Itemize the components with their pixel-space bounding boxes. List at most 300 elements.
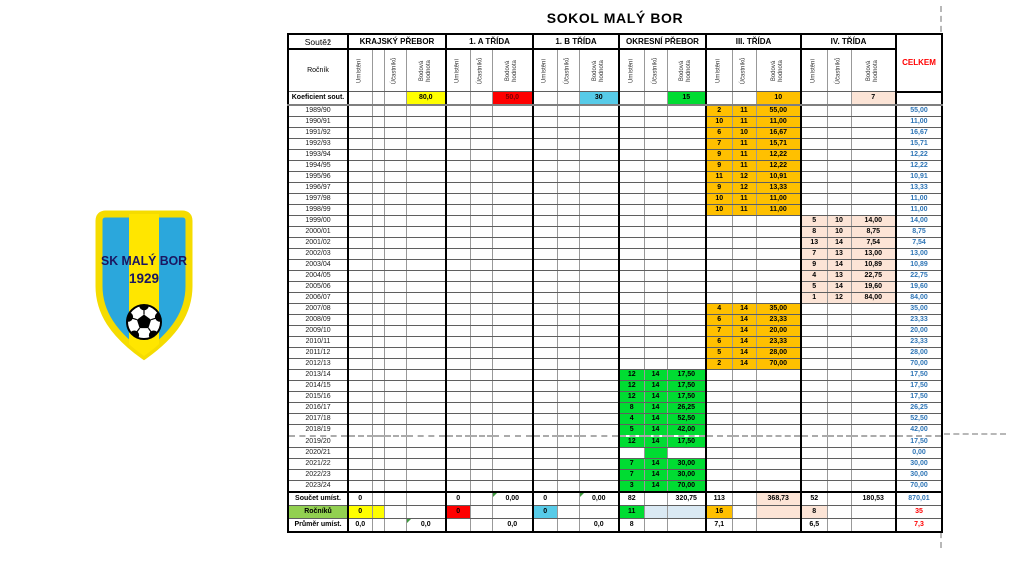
cell-iii_um [706, 402, 732, 413]
celkem-value: 17,50 [896, 380, 942, 391]
cell-kp_bod: 0,0 [406, 518, 446, 532]
cell-iv_um [801, 171, 827, 182]
cell-iv_uc [827, 424, 851, 436]
cell-kp_um [348, 436, 372, 448]
cell-op_um: 12 [619, 436, 644, 448]
cell-kp_uc [384, 160, 406, 171]
cell-b_um [533, 127, 557, 138]
cell-iii_uc [732, 369, 756, 380]
year-label: 2009/10 [288, 325, 348, 336]
celkem-value: 55,00 [896, 105, 942, 117]
cell-kp_x [372, 138, 384, 149]
cell-kp_um [348, 248, 372, 259]
cell-iii_bod: 368,73 [756, 492, 801, 506]
celkem-value: 13,33 [896, 182, 942, 193]
cell-kp_uc [384, 215, 406, 226]
cell-a_um [446, 447, 470, 458]
cell-kp_uc [384, 237, 406, 248]
cell-iv_um [801, 325, 827, 336]
cell-b_uc [557, 303, 579, 314]
cell-b_bod: 0,0 [579, 518, 619, 532]
celkem-value: 17,50 [896, 369, 942, 380]
cell-op_uc: 14 [644, 458, 667, 469]
cell-a_um [446, 292, 470, 303]
cell-iii_um: 9 [706, 160, 732, 171]
cell-a_uc [470, 259, 492, 270]
subheader-b_um: Umístění [533, 49, 557, 92]
cell-a_uc [470, 480, 492, 492]
cell-b_bod [579, 314, 619, 325]
cell-kp_uc [384, 270, 406, 281]
cell-op_uc [644, 270, 667, 281]
cell-iii_uc [732, 292, 756, 303]
cell-iv_um [801, 149, 827, 160]
cell-a_uc [470, 413, 492, 424]
cell-a_uc [470, 347, 492, 358]
cell-op_uc: 14 [644, 413, 667, 424]
cell-a_bod [492, 292, 533, 303]
cell-iv_bod: 13,00 [851, 248, 896, 259]
cell-iii_um [706, 369, 732, 380]
cell-a_um [446, 325, 470, 336]
cell-kp_uc [384, 149, 406, 160]
cell-kp_x [372, 518, 384, 532]
cell-b_uc [557, 138, 579, 149]
cell-a_um [446, 182, 470, 193]
cell-iii_um [706, 270, 732, 281]
cell-b_bod [579, 303, 619, 314]
cell-kp_um [348, 292, 372, 303]
cell-b_um [533, 160, 557, 171]
celkem-value: 23,33 [896, 314, 942, 325]
cell-b_bod [579, 505, 619, 518]
cell-b_uc [557, 281, 579, 292]
row-2017-18 [288, 413, 942, 424]
cell-kp_x [372, 292, 384, 303]
row-1990-91 [288, 116, 942, 127]
cell-kp_x [372, 505, 384, 518]
cell-a_bod [492, 458, 533, 469]
cell-a_um [446, 149, 470, 160]
cell-iii_bod [756, 518, 801, 532]
cell-iv_um [801, 413, 827, 424]
row-2001-02 [288, 237, 942, 248]
koef-iii: 10 [756, 92, 801, 105]
celkem-value: 12,22 [896, 149, 942, 160]
year-label: 2021/22 [288, 458, 348, 469]
row-2012-13 [288, 358, 942, 369]
cell-a_bod [492, 380, 533, 391]
cell-a_uc [470, 436, 492, 448]
cell-a_uc [470, 237, 492, 248]
row-2010-11 [288, 336, 942, 347]
year-label: 1998/99 [288, 204, 348, 215]
cell-b_uc [557, 347, 579, 358]
year-label: 2002/03 [288, 248, 348, 259]
koef-a: 50,0 [492, 92, 533, 105]
cell-kp_uc [384, 105, 406, 117]
cell-op_uc [644, 259, 667, 270]
cell-op_uc: 14 [644, 402, 667, 413]
cell-b_uc [557, 160, 579, 171]
cell-op_uc: 14 [644, 391, 667, 402]
cell-iii_bod [756, 215, 801, 226]
cell-b_uc [557, 369, 579, 380]
year-label: 1990/91 [288, 116, 348, 127]
cell-iii_bod: 23,33 [756, 314, 801, 325]
cell-kp_um [348, 127, 372, 138]
cell-a_bod [492, 303, 533, 314]
cell-op_um [619, 270, 644, 281]
cell-op_um: 8 [619, 402, 644, 413]
cell-op_uc [644, 447, 667, 458]
cell-a_um [446, 303, 470, 314]
cell-kp_uc [384, 424, 406, 436]
year-label: 2003/04 [288, 259, 348, 270]
cell-op_bod [667, 182, 706, 193]
celkem-value: 28,00 [896, 347, 942, 358]
cell-kp_um [348, 424, 372, 436]
cell-a_um [446, 215, 470, 226]
cell-a_uc [470, 248, 492, 259]
cell-iii_um [706, 447, 732, 458]
row-1995-96 [288, 171, 942, 182]
cell-kp_uc [384, 436, 406, 448]
cell-b_bod [579, 369, 619, 380]
cell-op_uc [644, 226, 667, 237]
cell-b_um [533, 281, 557, 292]
cell-iii_um: 6 [706, 127, 732, 138]
cell-op_um [619, 314, 644, 325]
cell-kp_bod [406, 105, 446, 117]
cell-iv_uc: 10 [827, 226, 851, 237]
cell-op_um: 7 [619, 469, 644, 480]
row-1994-95 [288, 160, 942, 171]
cell-op_bod: 17,50 [667, 391, 706, 402]
group-header-b: 1. B TŘÍDA [533, 34, 619, 49]
avg-row-label: Průměr umíst. [288, 518, 348, 532]
row-1991-92 [288, 127, 942, 138]
cell-iii_uc [732, 215, 756, 226]
cell-iv_um: 9 [801, 259, 827, 270]
cell-a_uc [470, 149, 492, 160]
cell-a_uc [470, 105, 492, 117]
cell-iii_uc: 14 [732, 325, 756, 336]
results-table [287, 33, 943, 533]
cell-kp_uc [384, 505, 406, 518]
row-2004-05 [288, 270, 942, 281]
cell-op_bod [667, 138, 706, 149]
row-2023-24 [288, 480, 942, 492]
year-label: 2016/17 [288, 402, 348, 413]
cell-iii_bod: 55,00 [756, 105, 801, 117]
cell-kp_um [348, 259, 372, 270]
cell-iv_bod [851, 149, 896, 160]
cell-b_bod [579, 160, 619, 171]
celkem-value: 7,54 [896, 237, 942, 248]
cell-a_bod [492, 193, 533, 204]
cell-a_bod [492, 215, 533, 226]
cell-iv_um [801, 193, 827, 204]
cell-b_bod [579, 193, 619, 204]
cell-a_um [446, 281, 470, 292]
cell-iii_uc [732, 380, 756, 391]
cell-iii_bod: 28,00 [756, 347, 801, 358]
cell-op_um [619, 336, 644, 347]
cell-a_uc [470, 391, 492, 402]
cell-iii_um [706, 259, 732, 270]
cell-iii_um: 16 [706, 505, 732, 518]
cell-b_uc [557, 171, 579, 182]
cell-b_um [533, 303, 557, 314]
cell-iii_bod [756, 226, 801, 237]
cell-iv_bod [851, 204, 896, 215]
cell-kp_um [348, 182, 372, 193]
row-1993-94 [288, 149, 942, 160]
cell-b_um [533, 105, 557, 117]
subheader-op_um: Umístění [619, 49, 644, 92]
subheader-kp_bod: Bodová hodnota [406, 49, 446, 92]
cell-iv_bod [851, 358, 896, 369]
cell-b_uc [557, 505, 579, 518]
celkem-value: 13,00 [896, 248, 942, 259]
cell-iii_uc [732, 480, 756, 492]
cell-b_um [533, 92, 557, 105]
cell-iv_uc [827, 469, 851, 480]
cell-b_um [533, 358, 557, 369]
cell-a_um [446, 347, 470, 358]
cell-iv_bod [851, 182, 896, 193]
cell-b_um [533, 469, 557, 480]
cell-kp_uc [384, 480, 406, 492]
cell-iv_bod [851, 160, 896, 171]
subheader-b_uc: Účastníků [557, 49, 579, 92]
cell-a_uc [470, 127, 492, 138]
row-1998-99 [288, 204, 942, 215]
cell-iv_bod: 14,00 [851, 215, 896, 226]
cell-b_uc [557, 480, 579, 492]
count-row-celkem: 35 [896, 505, 942, 518]
cell-b_uc [557, 380, 579, 391]
cell-b_um [533, 518, 557, 532]
cell-iii_bod [756, 436, 801, 448]
cell-kp_bod [406, 292, 446, 303]
cell-b_uc [557, 237, 579, 248]
cell-a_um [446, 259, 470, 270]
cell-kp_bod [406, 303, 446, 314]
cell-op_um [619, 447, 644, 458]
cell-a_um [446, 469, 470, 480]
cell-a_bod [492, 505, 533, 518]
sum-row-label: Součet umíst. [288, 492, 348, 506]
cell-iv_um [801, 447, 827, 458]
subheader-iii_bod: Bodová hodnota [756, 49, 801, 92]
cell-iii_bod [756, 469, 801, 480]
cell-b_uc [557, 518, 579, 532]
koef-label: Koeficient sout. [288, 92, 348, 105]
cell-kp_um [348, 413, 372, 424]
cell-iv_uc: 13 [827, 270, 851, 281]
cell-op_uc [644, 281, 667, 292]
cell-a_uc [470, 215, 492, 226]
cell-op_uc [644, 303, 667, 314]
cell-op_uc: 14 [644, 436, 667, 448]
cell-b_bod [579, 447, 619, 458]
cell-iii_uc: 14 [732, 336, 756, 347]
cell-kp_x [372, 92, 384, 105]
cell-kp_x [372, 248, 384, 259]
cell-iii_bod [756, 248, 801, 259]
cell-op_bod [667, 270, 706, 281]
cell-kp_x [372, 149, 384, 160]
celkem-value: 30,00 [896, 469, 942, 480]
year-label: 2022/23 [288, 469, 348, 480]
cell-a_uc [470, 380, 492, 391]
cell-b_uc [557, 149, 579, 160]
cell-cel [896, 92, 942, 105]
cell-b_bod [579, 270, 619, 281]
cell-b_bod [579, 292, 619, 303]
cell-iii_uc: 12 [732, 171, 756, 182]
cell-op_uc [644, 314, 667, 325]
cell-a_bod [492, 402, 533, 413]
cell-kp_bod [406, 138, 446, 149]
cell-iv_uc [827, 518, 851, 532]
cell-kp_x [372, 171, 384, 182]
cell-b_uc [557, 358, 579, 369]
cell-b_uc [557, 226, 579, 237]
cell-iii_bod [756, 369, 801, 380]
cell-iii_uc [732, 92, 756, 105]
cell-kp_bod [406, 171, 446, 182]
cell-kp_x [372, 270, 384, 281]
cell-kp_uc [384, 292, 406, 303]
cell-a_bod [492, 116, 533, 127]
cell-iv_um [801, 182, 827, 193]
cell-iv_uc [827, 204, 851, 215]
cell-kp_bod [406, 281, 446, 292]
cell-b_uc [557, 336, 579, 347]
cell-op_uc [644, 518, 667, 532]
subheader-op_bod: Bodová hodnota [667, 49, 706, 92]
cell-b_bod [579, 259, 619, 270]
row-2014-15 [288, 380, 942, 391]
cell-b_um [533, 369, 557, 380]
logo-club-name: SK MALÝ BOR [101, 253, 188, 268]
cell-iii_uc [732, 281, 756, 292]
cell-b_um [533, 413, 557, 424]
cell-iii_um [706, 391, 732, 402]
cell-iv_um: 8 [801, 226, 827, 237]
cell-iv_uc [827, 391, 851, 402]
cell-kp_uc [384, 458, 406, 469]
cell-iii_bod: 16,67 [756, 127, 801, 138]
cell-a_uc [470, 336, 492, 347]
year-label: 2005/06 [288, 281, 348, 292]
subheader-kp_x [372, 49, 384, 92]
cell-a_uc [470, 204, 492, 215]
cell-a_bod [492, 160, 533, 171]
cell-iv_bod [851, 325, 896, 336]
cell-a_uc [470, 518, 492, 532]
cell-iii_uc [732, 492, 756, 506]
cell-a_uc [470, 492, 492, 506]
cell-a_um [446, 237, 470, 248]
cell-kp_uc [384, 182, 406, 193]
cell-kp_bod [406, 116, 446, 127]
cell-op_bod [667, 505, 706, 518]
cell-b_uc [557, 248, 579, 259]
cell-op_uc [644, 138, 667, 149]
cell-iv_um [801, 116, 827, 127]
cell-iv_bod: 84,00 [851, 292, 896, 303]
cell-a_um [446, 369, 470, 380]
cell-iii_um: 6 [706, 336, 732, 347]
cell-a_uc [470, 369, 492, 380]
cell-iii_um: 11 [706, 171, 732, 182]
cell-op_uc [644, 193, 667, 204]
cell-b_uc [557, 413, 579, 424]
cell-kp_um [348, 480, 372, 492]
subheader-iv_bod: Bodová hodnota [851, 49, 896, 92]
cell-iii_um [706, 281, 732, 292]
year-label: 2000/01 [288, 226, 348, 237]
cell-b_um [533, 480, 557, 492]
cell-kp_x [372, 492, 384, 506]
cell-iii_bod: 70,00 [756, 358, 801, 369]
cell-kp_um [348, 314, 372, 325]
cell-iv_um [801, 436, 827, 448]
cell-iv_um [801, 127, 827, 138]
cell-b_uc [557, 436, 579, 448]
cell-op_bod [667, 358, 706, 369]
cell-op_bod [667, 303, 706, 314]
cell-iv_bod [851, 380, 896, 391]
cell-kp_uc [384, 347, 406, 358]
cell-b_bod [579, 469, 619, 480]
rocnik-label: Ročník [288, 49, 348, 92]
row-2013-14 [288, 369, 942, 380]
cell-a_um [446, 380, 470, 391]
cell-iii_um [706, 480, 732, 492]
cell-kp_bod [406, 369, 446, 380]
cell-iii_uc [732, 505, 756, 518]
cell-b_bod [579, 182, 619, 193]
cell-kp_uc [384, 314, 406, 325]
cell-iii_bod: 35,00 [756, 303, 801, 314]
cell-op_bod [667, 336, 706, 347]
cell-op_bod: 320,75 [667, 492, 706, 506]
cell-op_um: 11 [619, 505, 644, 518]
cell-b_um: 0 [533, 492, 557, 506]
cell-b_bod [579, 480, 619, 492]
cell-op_uc [644, 237, 667, 248]
cell-op_bod [667, 325, 706, 336]
cell-a_bod [492, 105, 533, 117]
cell-op_um: 4 [619, 413, 644, 424]
cell-op_um [619, 193, 644, 204]
cell-op_um: 5 [619, 424, 644, 436]
cell-iii_bod [756, 281, 801, 292]
cell-iv_uc [827, 505, 851, 518]
cell-kp_bod [406, 325, 446, 336]
cell-iii_uc: 10 [732, 127, 756, 138]
cell-op_um [619, 204, 644, 215]
cell-op_um [619, 226, 644, 237]
cell-a_um [446, 226, 470, 237]
cell-iii_uc: 14 [732, 347, 756, 358]
cell-iv_uc [827, 303, 851, 314]
